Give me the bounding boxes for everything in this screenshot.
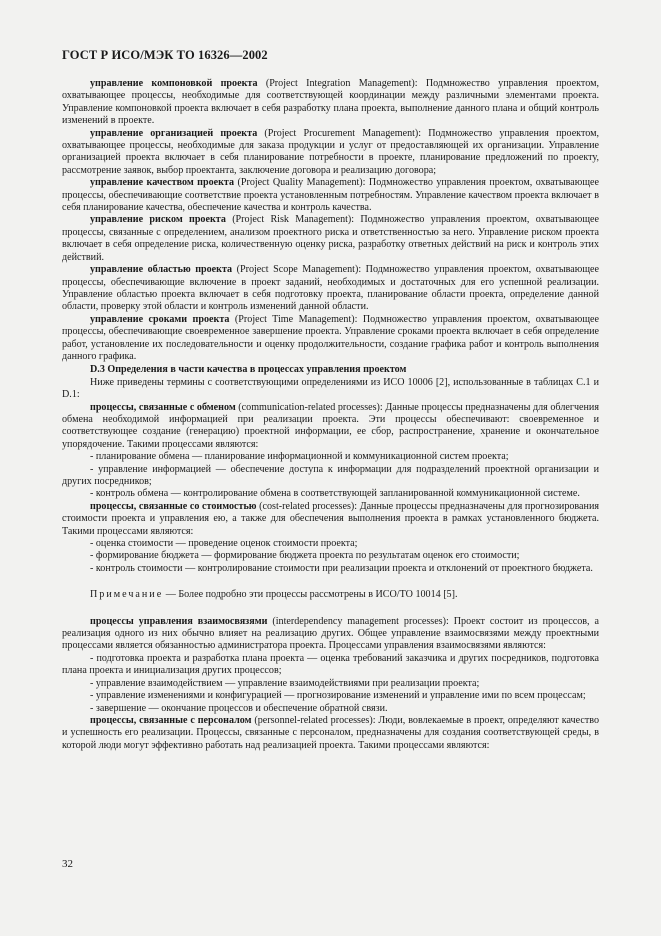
page-number: 32 xyxy=(62,858,73,870)
list-item: - планирование обмена — планирование информационной и коммуникационной систем проекта; xyxy=(90,451,509,463)
definition-paragraph xyxy=(62,177,599,214)
term: процессы, связанные с обменом xyxy=(90,401,236,413)
term: управление риском проекта xyxy=(90,214,226,226)
list-item: - контроль стоимости — контролирование стоимости при реализации проекта и отклонений от проектного бюджета. xyxy=(90,562,593,574)
note-label: Примечание xyxy=(90,589,164,601)
definition-text: (Project Risk Management): Подмножество управления проектом, охватывающее процессы, связанные с определением, анализом проектного риска и ответственностью за него. Управление риском проекта включает в себя определение риска, количественную оценку риска, разработку ответных действий на риск и контроль этих действий. xyxy=(62,214,599,263)
term: процессы, связанные со стоимостью xyxy=(90,500,257,512)
document-header: ГОСТ Р ИСО/МЭК ТО 16326—2002 xyxy=(62,48,268,62)
definition-paragraph xyxy=(62,128,599,178)
definition-text: (interdependency management processes): Проект состоит из процессов, а реализация одного из них обычно влияет на реализацию других. Общее управление взаимосвязями между проектными процессами является обязанностью администратора проекта. Процессами управления взаимосвязями являются: xyxy=(62,615,599,652)
definition-text: (Project Quality Management): Подмножество управления проектом, охватывающее процессы, обеспечивающие соответствие проекта установленным потребностям. Управление качеством проекта включает в себя планирование качества, обеспечение качества и контроль качества. xyxy=(62,177,599,214)
definition-text: (cost-related processes): Данные процессы предназначены для прогнозирования стоимости проекта и управления ею, а также для обеспечения выполнения проекта в рамках установленного бюджета. Такими процессами являются: xyxy=(62,500,599,537)
list-item: - оценка стоимости — проведение оценок стоимости проекта; xyxy=(90,538,358,550)
definition-paragraph xyxy=(62,264,599,314)
term: управление сроками проекта xyxy=(90,313,230,325)
term: управление компоновкой проекта xyxy=(90,78,258,89)
list-item: - управление информацией — обеспечение доступа к информации для подразделений проектной организации и других посредников; xyxy=(62,463,599,487)
definition-text: (communication-related processes): Данные процессы предназначены для облегчения обмена необходимой информацией при реализации проекта. Эти процессы обеспечивают: своевременное и соответствующее создание (генерацию) проектной информации, ее сбор, распространение, хранение и окончательное упорядочение. Такими процессами являются: xyxy=(62,401,599,450)
term: управление организацией проекта xyxy=(90,127,258,139)
note xyxy=(62,589,599,601)
term: управление областью проекта xyxy=(90,264,233,276)
definition-text: (Project Scope Management): Подмножество управления проектом, охватывающее процессы, обеспечивающие включение в проект заданий, необходимых и достаточных для его успешной реализации. Управление областью проекта включает в себя подготовку проекта, планирование области проекта, определение данной области, проверку этой области и контроль изменений данной области. xyxy=(62,264,599,313)
definition-paragraph xyxy=(62,616,599,653)
list-item: - подготовка проекта и разработка плана проекта — оценка требований заказчика и других посредников, подготовка плана проекта и инициализация других процессов; xyxy=(62,652,599,677)
term: процессы, связанные с персоналом xyxy=(90,714,252,726)
definition-text: (Project Time Management): Подмножество управления проектом, охватывающее процессы, обеспечивающие своевременное завершение проекта. Управление сроками проекта включает в себя определение работ, установление их последовательности и оценку продолжительности, создание графика работ и контроль выполнения данного графика. xyxy=(62,313,599,362)
definition-text: (personnel-related processes): Люди, вовлекаемые в проект, определяют качество и успешность его реализации. Процессы, связанные с персоналом, предназначены для создания соответствующей среды, в которой люди могут эффективно работать над реализацией проекта. Такими процессами являются: xyxy=(62,714,599,751)
note-text: — Более подробно эти процессы рассмотрены в ИСО/ТО 10014 [5]. xyxy=(163,589,458,601)
list-item: - формирование бюджета — формирование бюджета проекта по результатам оценок его стоимости; xyxy=(90,550,520,562)
term: управление качеством проекта xyxy=(90,177,235,189)
definition-paragraph xyxy=(62,715,599,752)
definition-text: (Project Procurement Management): Подмножество управления проектом, охватывающее процессы, необходимые для заказа продукции и услуг от предоставляющей их организации. Управление организацией проекта включает в себя планирование потребности в проекте, планирование предложений по проекту, рассмотрение заявок, выбор проектанта, заключение договора и реализацию договора; xyxy=(62,127,599,176)
list-item: - завершение — окончание процессов и обеспечение обратной связи. xyxy=(90,702,388,714)
list-item: - контроль обмена — контролирование обмена в соответствующей запланированной коммуникационной системе. xyxy=(90,488,580,500)
definition-paragraph xyxy=(62,78,599,128)
definition-text: (Project Integration Management): Подмножество управления проектом, охватывающее процессы, необходимые для соответствующей координации между различными элементами проекта. Управление компоновкой проекта включает в себя разработку плана проекта, выполнение данного плана и общий контроль изменений в проекте. xyxy=(62,78,599,127)
definition-paragraph xyxy=(62,214,599,264)
list-item: - управление взаимодействием — управление взаимодействиями при реализации проекта; xyxy=(90,677,480,689)
document-body xyxy=(62,78,599,752)
list-item: - управление изменениями и конфигурацией — прогнозирование изменений и управление ими по всем процессам; xyxy=(90,690,586,702)
definition-paragraph xyxy=(62,314,599,364)
section-heading: D.3 Определения в части качества в процессах управления проектом xyxy=(90,364,407,376)
intro-paragraph: Ниже приведены термины с соответствующими определениями из ИСО 10006 [2], использованные в таблицах С.1 и D.1: xyxy=(62,376,599,401)
definition-paragraph xyxy=(62,501,599,538)
definition-paragraph xyxy=(62,402,599,452)
term: процессы управления взаимосвязями xyxy=(90,615,268,627)
